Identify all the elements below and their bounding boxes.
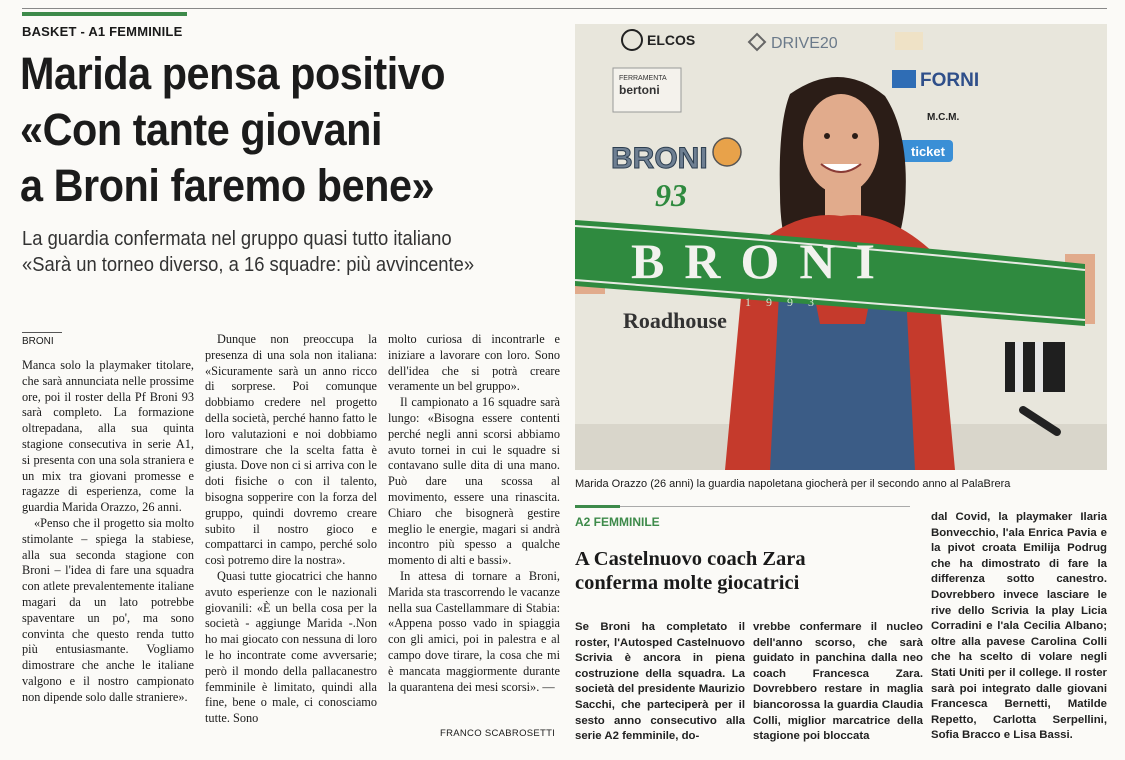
sponsor-mcm: M.C.M. xyxy=(927,112,960,123)
broni-logo-text: BRONI xyxy=(611,142,708,175)
paragraph: Dunque non preoccupa la presenza di una sola non italiana: «Sicuramente sarà un anno ricco di sorprese. Poi comunque dobbiamo credere nel progetto della società, perché hanno fatto le loro valutazioni e noi dobbiamo dimostrare che la scelta fatta è giusta. Dove non ci si arriva con le doti fisiche o con il talento, bisogna sopperire con la forza del gruppo, quindi dovremo creare subito il nostro gioco e compattarci in campo, perché solo così potremo dire la nostra». xyxy=(205,332,377,568)
sponsor-ferramenta: FERRAMENTA xyxy=(619,75,667,82)
sponsor-roadhouse: Roadhouse xyxy=(623,308,727,333)
photo-caption: Marida Orazzo (26 anni) la guardia napoletana giocherà per il secondo anno al PalaBrera xyxy=(575,478,1011,490)
article-column-2 xyxy=(205,332,377,727)
sponsor-ticket: ticket xyxy=(911,144,945,159)
top-rule xyxy=(22,8,1107,9)
striped-scarf-stripe xyxy=(1035,342,1043,392)
a2-column-1: Se Broni ha completato il roster, l'Autosped Castelnuovo Scrivia è ancora in piena costruzione della squadra. La società del presidente Maurizio Sacchi, che parteciperà per il sesto anno consecutivo alla serie A2 femminile, do- xyxy=(575,621,745,743)
broni-93-logo: 93 xyxy=(655,177,687,213)
photo-illustration xyxy=(575,24,1107,470)
paragraph: Manca solo la playmaker titolare, che sarà annunciata nelle prossime ore, poi il roster della Pf Broni 93 sarà completo. La formazione oltrepadana, alla sua quinta stagione consecutiva in serie A1, si presenta con una sola straniera e un mix tra giovani promesse e ragazze di esperienza, come la guardia Marida Orazzo, 26 anni. xyxy=(22,358,194,515)
scarf-text: BRONI xyxy=(631,233,895,289)
player-photo xyxy=(575,24,1107,470)
sponsor-drive: DRIVE20 xyxy=(771,35,838,52)
a2-headline-line-2: conferma molte giocatrici xyxy=(575,572,800,594)
sponsor-elcos: ELCOS xyxy=(647,32,696,48)
a2-rule xyxy=(620,506,910,507)
a2-section-tag: A2 FEMMINILE xyxy=(575,515,660,529)
player-eye-left xyxy=(824,133,830,139)
headline-line-1: Marida pensa positivo xyxy=(20,48,446,99)
sponsor-bertoni: bertoni xyxy=(619,83,660,97)
sponsor-small-logo-icon xyxy=(895,32,923,50)
forni-logo-icon xyxy=(892,70,916,88)
author-signature: FRANCO SCABROSETTI xyxy=(440,728,556,739)
dateline: BRONI xyxy=(22,336,54,347)
paragraph: Quasi tutte giocatrici che hanno avuto esperienze con le nazionali giovanili: «È un bella cosa per la società - aggiunge Marida -.Non ho mai giocato con nessuna di loro le ho incontrate come avversarie; però il mondo della pallacanestro femminile è limitato, quindi alla fine, bene o male, ci conosciamo tutte. Sono xyxy=(205,568,377,726)
scarf-year: 1 9 9 3 xyxy=(745,295,820,309)
headline-line-3: a Broni faremo bene» xyxy=(20,160,435,211)
subhead xyxy=(22,226,537,278)
article-column-3 xyxy=(388,332,560,695)
striped-scarf-stripe xyxy=(1015,342,1023,392)
a2-headline xyxy=(575,547,915,595)
dateline-rule xyxy=(22,332,62,333)
a2-headline-line-1: A Castelnuovo coach Zara xyxy=(575,548,806,570)
section-accent-bar xyxy=(22,12,187,16)
headline xyxy=(20,46,517,214)
headline-line-2: «Con tante giovani xyxy=(20,104,383,155)
article-column-1 xyxy=(22,358,194,706)
section-tag: BASKET - A1 FEMMINILE xyxy=(22,24,183,39)
subhead-line-1: La guardia confermata nel gruppo quasi tutto italiano xyxy=(22,228,452,250)
a2-column-2: vrebbe confermare il nucleo dell'anno scorso, che sarà guidato in panchina dalla neo coach Francesca Zara. Dovrebbero restare in maglia biancorossa la guardia Claudia Colli, miglior marcatrice della stagione poi bloccata xyxy=(753,621,923,743)
paragraph: Il campionato a 16 squadre sarà lungo: «Bisogna essere contenti perché negli anni scorsi abbiamo avuto tornei in cui le squadre si contavano sulle dita di una mano. Può dare una scossa al movimento, essere una rinascita. Chiaro che bisognerà gestire meglio le energie, magari si andrà incontro più spesso a qualche momento di alti e bassi». xyxy=(388,395,560,568)
player-eye-right xyxy=(852,133,858,139)
a2-accent-bar xyxy=(575,505,620,508)
paragraph: molto curiosa di incontrarle e iniziare a lavorare con loro. Sono dell'idea che si potrà creare veramente un bel gruppo». xyxy=(388,332,560,394)
sponsor-forni: FORNI xyxy=(920,70,980,91)
player-face xyxy=(803,94,879,194)
a2-column-3: dal Covid, la playmaker Ilaria Bonvecchio, l'ala Enrica Pavia e la pivot croata Emilija Podrug che ha dimostrato di fare la differenza sotto canestro. Dovrebbero invece lasciare le rive dello Scrivia la play Licia Corradini e l'ala Cecilia Albano; oltre alla pavese Carolina Colli che ha scelto di volare negli Stati Uniti per il college. Il roster sarà poi integrato dalle giovani Francesca Bernetti, Matilde Repetto, Carlotta Serpellini, Sofia Bracco e Lisa Bassi. xyxy=(931,511,1107,742)
basketball-icon xyxy=(713,138,741,166)
paragraph: «Penso che il progetto sia molto stimolante – spiega la stabiese, alla sua seconda stagione con Broni – l'idea di fare una squadra con atlete prevalentemente italiane magari da un lato potrebbe spaventare un po', ma sono convinta che questo renda tutto più entusiasmante. Vogliamo dimostrare che anche le italiane valgono e il nostro campionato non dipende solo dalle straniere». xyxy=(22,515,194,704)
subhead-line-2: «Sarà un torneo diverso, a 16 squadre: più avvincente» xyxy=(22,254,475,276)
paragraph: In attesa di tornare a Broni, Marida sta trascorrendo le vacanze nella sua Castellammare di Stabia: «Appena posso vado in spiaggia con gli amici, poi in palestra e al campo dove tirare, la cosa che mi è mancata maggiormente durante la quarantena dei mesi scorsi». — xyxy=(388,568,560,694)
